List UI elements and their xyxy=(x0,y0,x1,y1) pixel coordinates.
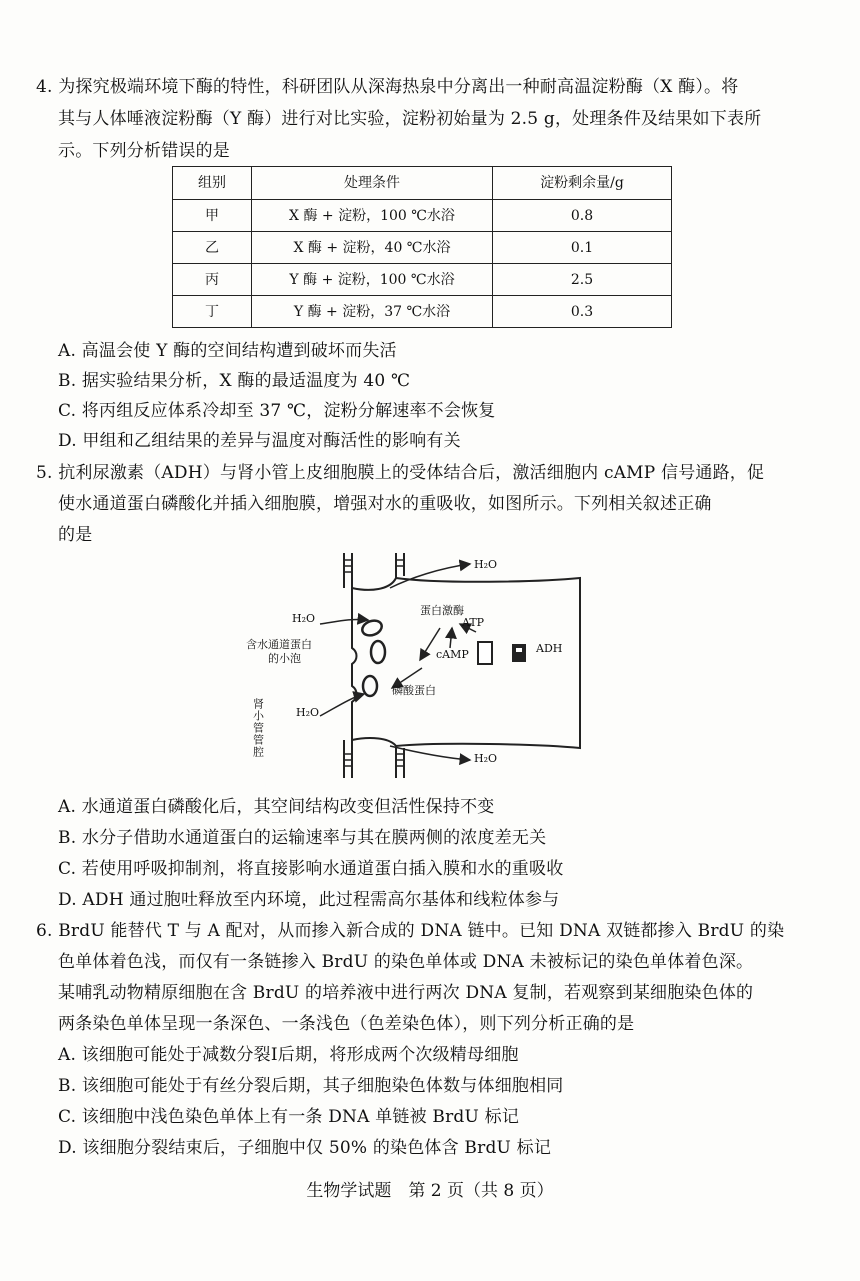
q5-option-c: C. 若使用呼吸抑制剂，将直接影响水通道蛋白插入膜和水的重吸收 xyxy=(58,859,564,879)
table-cell: Y 酶 + 淀粉，37 ℃水浴 xyxy=(252,296,493,328)
table-header-cell: 处理条件 xyxy=(252,167,493,200)
table-header-row xyxy=(173,167,672,200)
adh-label: ADH xyxy=(536,642,563,655)
table-cell: X 酶 + 淀粉，40 ℃水浴 xyxy=(252,232,493,264)
q6-option-d: D. 该细胞分裂结束后，子细胞中仅 50% 的染色体含 BrdU 标记 xyxy=(58,1138,552,1158)
table-cell: 0.1 xyxy=(493,232,672,264)
table-cell: 0.3 xyxy=(493,296,672,328)
table-cell: 乙 xyxy=(173,232,252,264)
h2o-label-lower: H₂O xyxy=(296,706,320,719)
table-cell: Y 酶 + 淀粉，100 ℃水浴 xyxy=(252,264,493,296)
adh-cell-diagram xyxy=(240,548,600,788)
q5-option-b: B. 水分子借助水通道蛋白的运输速率与其在膜两侧的浓度差无关 xyxy=(58,828,547,848)
receptor-icon xyxy=(478,642,492,664)
q5-option-a: A. 水通道蛋白磷酸化后，其空间结构改变但活性保持不变 xyxy=(58,797,495,817)
q4-results-table xyxy=(172,166,672,328)
table-cell: 2.5 xyxy=(493,264,672,296)
q5-stem-line-3: 的是 xyxy=(58,525,93,545)
table-cell: X 酶 + 淀粉，100 ℃水浴 xyxy=(252,200,493,232)
h2o-label-top: H₂O xyxy=(474,558,498,571)
q4-stem-line-2: 其与人体唾液淀粉酶（Y 酶）进行对比实验，淀粉初始量为 2.5 g，处理条件及结果如下表所 xyxy=(58,109,762,129)
adh-molecule-icon xyxy=(512,644,526,662)
table-header-cell: 淀粉剩余量/g xyxy=(493,167,672,200)
protein-kinase-label: 蛋白激酶 xyxy=(420,604,464,617)
q6-stem-line-3: 某哺乳动物精原细胞在含 BrdU 的培养液中进行两次 DNA 复制，若观察到某细胞染色体的 xyxy=(58,983,754,1003)
vesicle-label-line-2: 的小泡 xyxy=(268,652,301,665)
atp-label: ATP xyxy=(462,616,485,629)
q6-stem-line-2: 色单体着色浅，而仅有一条链掺入 BrdU 的染色单体或 DNA 未被标记的染色单体着色深。 xyxy=(58,952,754,972)
table-row xyxy=(173,296,672,328)
q4-option-c: C. 将丙组反应体系冷却至 37 ℃，淀粉分解速率不会恢复 xyxy=(58,401,496,421)
table-row xyxy=(173,264,672,296)
q5-stem-line-2: 使水通道蛋白磷酸化并插入细胞膜，增强对水的重吸收，如图所示。下列相关叙述正确 xyxy=(58,494,712,514)
camp-label: cAMP xyxy=(436,648,469,661)
phospho-protein-label: 磷酸蛋白 xyxy=(392,684,436,697)
q4-option-b: B. 据实验结果分析，X 酶的最适温度为 40 ℃ xyxy=(58,371,411,391)
q4-option-d: D. 甲组和乙组结果的差异与温度对酶活性的影响有关 xyxy=(58,431,461,451)
table-cell: 丁 xyxy=(173,296,252,328)
q4-stem-line-3: 示。下列分析错误的是 xyxy=(58,141,230,161)
q6-option-a: A. 该细胞可能处于减数分裂Ⅰ后期，将形成两个次级精母细胞 xyxy=(58,1045,519,1065)
q5-stem-line-1: 5. 抗利尿激素（ADH）与肾小管上皮细胞膜上的受体结合后，激活细胞内 cAMP 信号通路，促 xyxy=(36,463,765,483)
table-row xyxy=(173,200,672,232)
vesicle-label-line-1: 含水通道蛋白 xyxy=(246,638,312,651)
q5-option-d: D. ADH 通过胞吐释放至内环境，此过程需高尔基体和线粒体参与 xyxy=(58,890,560,910)
table-row xyxy=(173,232,672,264)
h2o-label-bottom: H₂O xyxy=(474,752,498,765)
q6-option-c: C. 该细胞中浅色染色单体上有一条 DNA 单链被 BrdU 标记 xyxy=(58,1107,520,1127)
table-header-cell: 组别 xyxy=(173,167,252,200)
table-cell: 甲 xyxy=(173,200,252,232)
table-cell: 0.8 xyxy=(493,200,672,232)
lumen-label: 肾小管管腔 xyxy=(251,698,265,758)
page-footer: 生物学试题 第 2 页（共 8 页） xyxy=(306,1181,554,1201)
q6-stem-line-4: 两条染色单体呈现一条深色、一条浅色（色差染色体），则下列分析正确的是 xyxy=(58,1014,635,1034)
q6-stem-line-1: 6. BrdU 能替代 T 与 A 配对，从而掺入新合成的 DNA 链中。已知 DNA 双链都掺入 BrdU 的染 xyxy=(36,921,785,941)
table-cell: 丙 xyxy=(173,264,252,296)
q4-option-a: A. 高温会使 Y 酶的空间结构遭到破坏而失活 xyxy=(58,341,397,361)
q6-option-b: B. 该细胞可能处于有丝分裂后期，其子细胞染色体数与体细胞相同 xyxy=(58,1076,564,1096)
h2o-label-upper: H₂O xyxy=(292,612,316,625)
q4-stem-line-1: 4. 为探究极端环境下酶的特性，科研团队从深海热泉中分离出一种耐高温淀粉酶（X 酶）。将 xyxy=(36,77,739,97)
